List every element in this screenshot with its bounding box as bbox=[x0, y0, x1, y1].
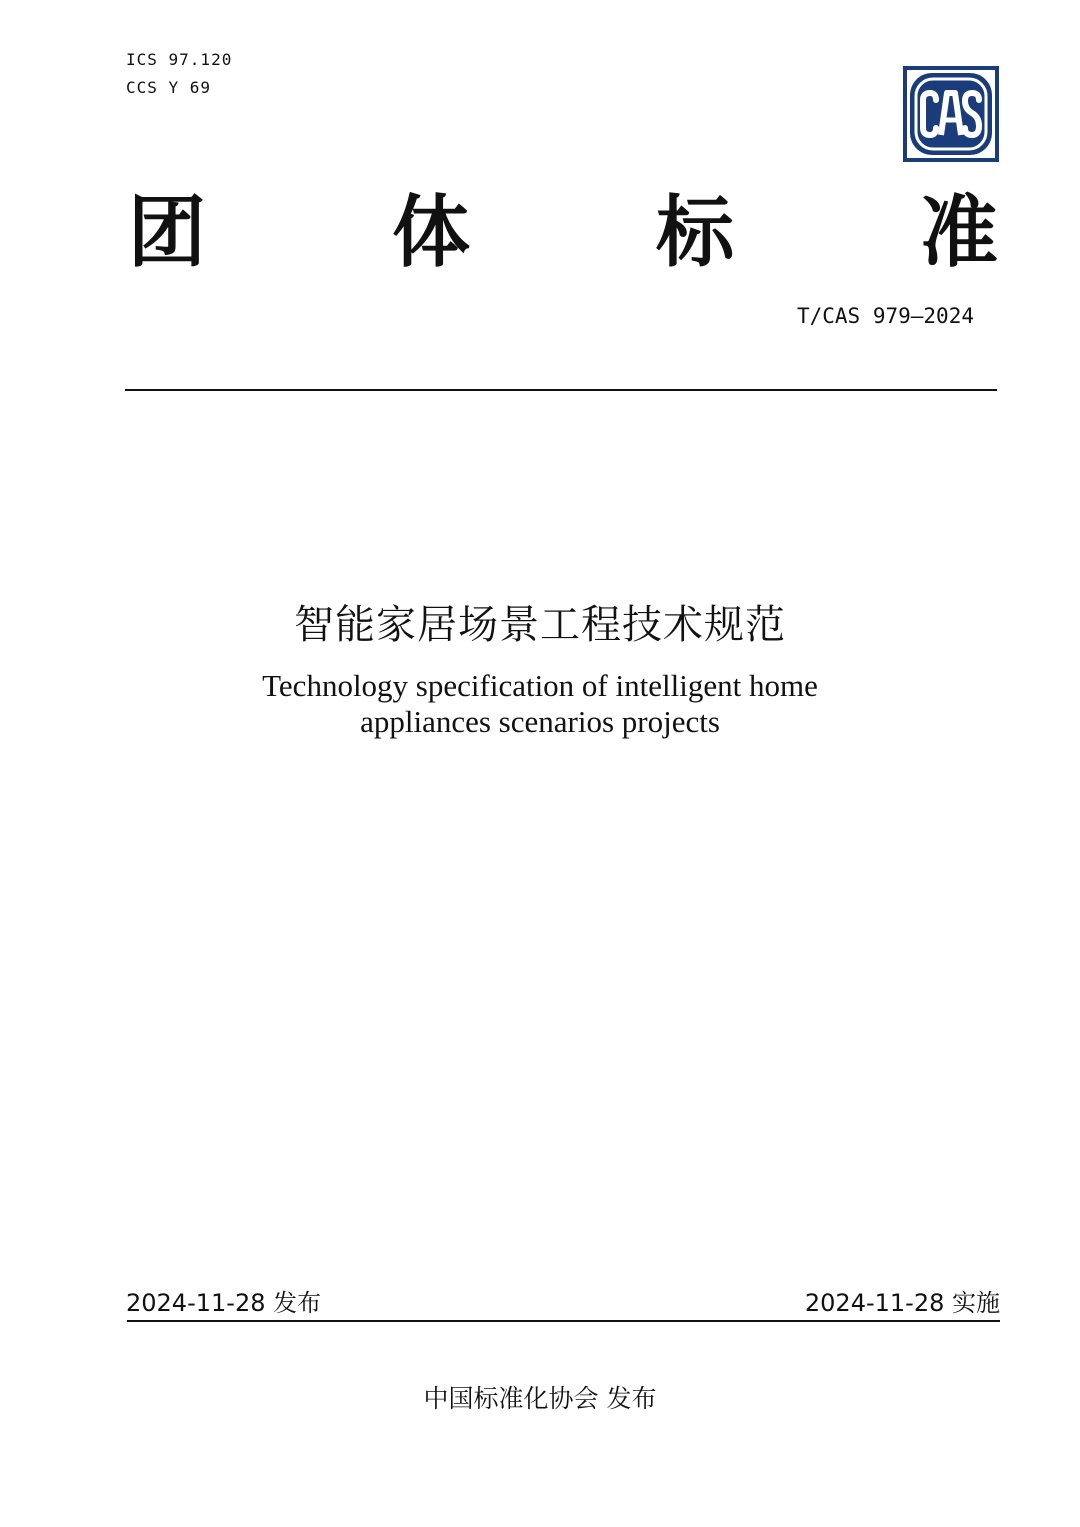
implement-date: 2024-11-28 实施 bbox=[804, 1289, 1000, 1317]
title-chinese: 智能家居场景工程技术规范 bbox=[294, 602, 786, 648]
standard-type-char-1: 团 bbox=[128, 188, 207, 278]
standard-type-char-3: 标 bbox=[656, 188, 735, 278]
standard-type-char-2: 体 bbox=[392, 188, 471, 278]
standard-type-char-4: 准 bbox=[920, 188, 999, 278]
standard-number: T/CAS 979—2024 bbox=[796, 304, 974, 328]
ccs-code: CCS Y 69 bbox=[126, 78, 212, 97]
title-english-line-1: Technology specification of intelligent home bbox=[262, 668, 818, 703]
title-english-line-2: appliances scenarios projects bbox=[360, 704, 720, 739]
publisher: 中国标准化协会 发布 bbox=[423, 1384, 657, 1413]
ics-code: ICS 97.120 bbox=[126, 50, 233, 69]
cas-logo bbox=[903, 66, 999, 162]
issue-date: 2024-11-28 发布 bbox=[126, 1289, 322, 1317]
cas-logo-icon bbox=[903, 66, 999, 162]
footer-divider bbox=[127, 1320, 1000, 1322]
header-divider bbox=[125, 389, 997, 391]
